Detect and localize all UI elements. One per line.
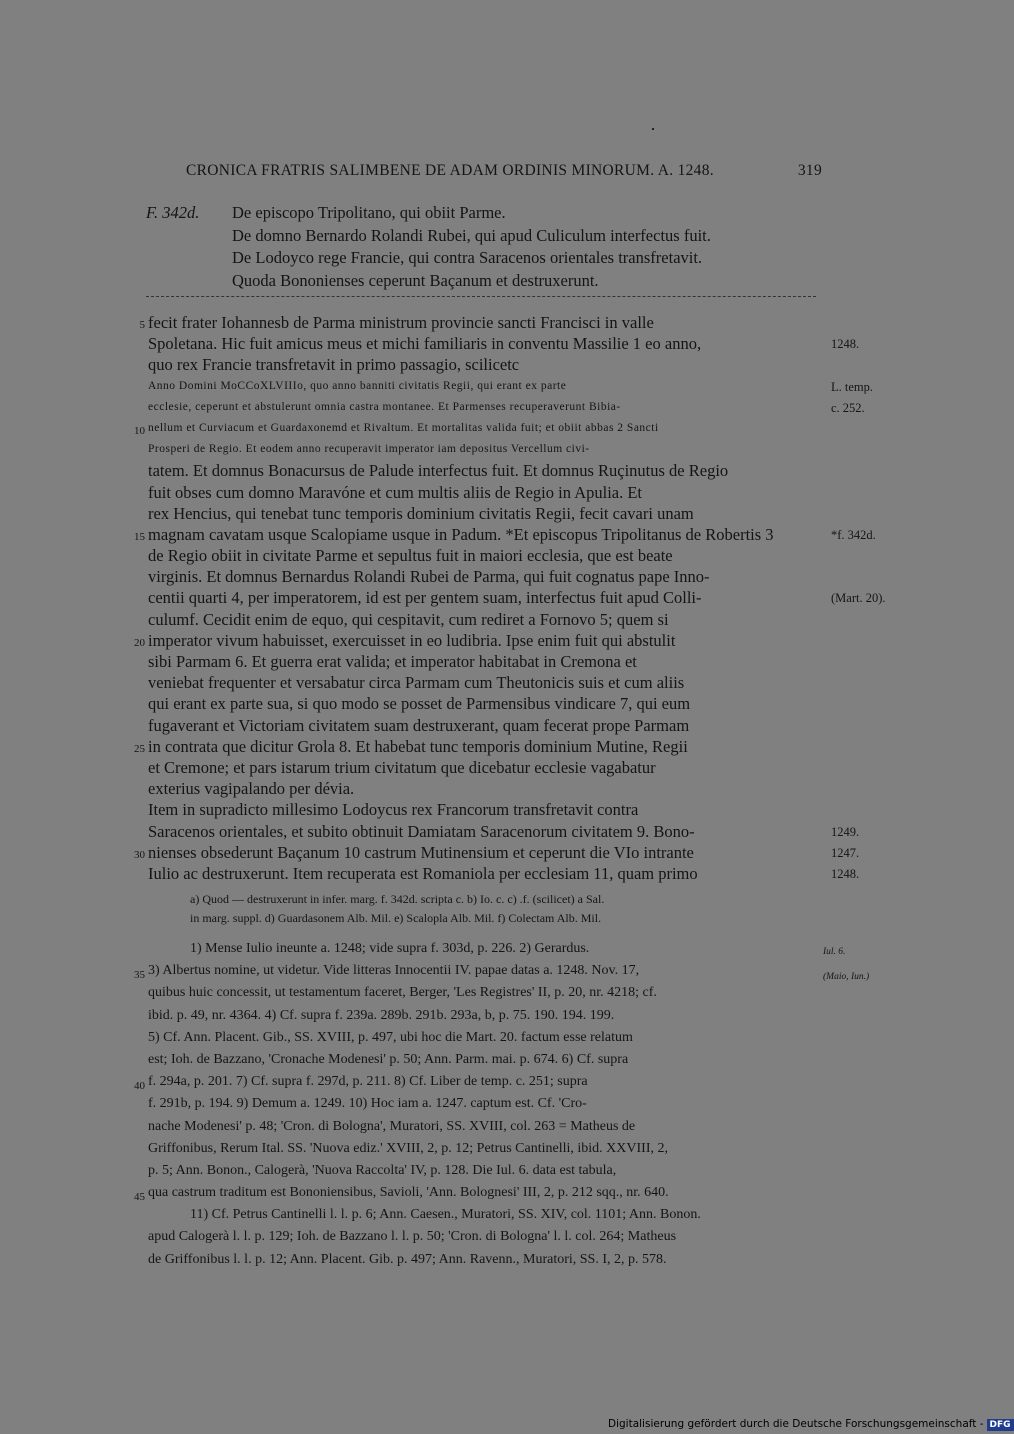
margin-note: 1247. (831, 845, 860, 860)
text-line: sibi Parmam 6. Et guerra erat valida; et imperator habitabat in Cremona et (148, 652, 637, 671)
folio-ref: F. 342d. (146, 203, 200, 222)
text-line: Item in supradicto millesimo Lodoycus rex Francorum transfretavit contra (148, 800, 639, 820)
text-line: qui erant ex parte sua, si quo modo se posset de Parmensibus vindicare 7, qui eum (148, 694, 691, 714)
text-line: Prosperi de Regio. Et eodem anno recuperavit imperator iam depositus Vercellum civi- (148, 443, 590, 456)
text-line: in contrata que dicitur Grola 8. Et habebat tunc temporis dominium Mutine, Regii (148, 736, 688, 756)
text-line: fuit obses cum domno Maravóne et cum multis aliis de Regio in Apulia. Et (148, 482, 643, 502)
line-number: 40 (134, 1080, 145, 1093)
text-line: magnam cavatam usque Scalopiame usque in Padum. *Et episcopus Tripolitanus de Robertis 3 (148, 524, 774, 544)
text-line: quo rex Francie transfretavit in primo passagio, scilicetc (148, 355, 520, 375)
footnote-line: ibid. p. 49, nr. 4364. 4) Cf. supra f. 239a. 289b. 291b. 293a, b, p. 75. 190. 194. 199. (148, 1007, 615, 1023)
footnote-line: 3) Albertus nomine, ut videtur. Vide litteras Innocentii IV. papae datas a. 1248. Nov. 17, (148, 963, 640, 979)
page-number: 319 (797, 162, 822, 179)
header-title: CRONICA FRATRIS SALIMBENE DE ADAM ORDINIS MINORUM. A. 1248. (186, 162, 714, 179)
footnotes (134, 938, 816, 1271)
summary-line: De episcopo Tripolitano, qui obiit Parme. (232, 203, 506, 222)
text-line: centii quarti 4, per imperatorem, id est per gentem suam, interfectus fuit apud Colli- (148, 588, 702, 608)
footnote-line: 1) Mense Iulio ineunte a. 1248; vide supra f. 303d, p. 226. 2) Gerardus. (190, 941, 590, 956)
line-number: 5 (139, 319, 145, 331)
footnote-line: 5) Cf. Ann. Placent. Gib., SS. XVIII, p. 497, ubi hoc die Mart. 20. factum esse relatum (148, 1029, 633, 1045)
margin-note: 1248. (831, 866, 860, 881)
footnote-line: quibus huic concessit, ut testamentum faceret, Berger, 'Les Registres' II, p. 20, nr. 4218; cf. (148, 985, 657, 1001)
dfg-logo: DFG (987, 1419, 1014, 1431)
text-line: virginis. Et domnus Bernardus Rolandi Rubei de Parma, qui fuit cognatus pape Inno- (148, 567, 710, 587)
text-line: culumf. Cecidit enim de equo, qui cespitavit, cum rediret a Fornovo 5; quem si (148, 609, 669, 629)
speck (652, 128, 654, 130)
footnote-line: qua castrum traditum est Bononiensibus, Savioli, 'Ann. Bolognesi' III, 2, p. 212 sqq., nr. 640. (148, 1185, 669, 1201)
text-line: ecclesie, ceperunt et abstulerunt omnia castra montanee. Et Parmenses recuperaverunt Bibia- (148, 400, 621, 413)
line-number: 35 (134, 969, 145, 982)
text-line: nellum et Curviacum et Guardaxonemd et Rivaltum. Et mortalitas valida fuit; et obiit abbas 2 Sancti (148, 421, 659, 434)
text-line: fecit frater Iohannesb de Parma ministrum provincie sancti Francisci in valle (148, 313, 654, 332)
footnote-line: Griffonibus, Rerum Ital. SS. 'Nuova ediz.' XVIII, 2, p. 12; Petrus Cantinelli, ibid. XXVIII, 2, (148, 1140, 668, 1156)
apparatus-line: in marg. suppl. d) Guardasonem Alb. Mil. e) Scalopla Alb. Mil. f) Colectam Alb. Mil. (190, 911, 602, 925)
apparatus-line: a) Quod — destruxerunt in infer. marg. f. 342d. scripta c. b) Io. c. c) .f. (scilicet) a Sal. (190, 892, 605, 906)
text-line: imperator vivum habuisset, exercuisset in eo ludibria. Ipse enim fuit qui abstulit (148, 630, 676, 650)
text-line: nienses obsederunt Baçanum 10 castrum Mutinensium et ceperunt die VIo intrante (148, 842, 694, 862)
margin-note: *f. 342d. (831, 527, 876, 542)
footnote-line: p. 5; Ann. Bonon., Calogerà, 'Nuova Raccolta' IV, p. 128. Die Iul. 6. data est tabula, (148, 1162, 617, 1178)
line-number: 45 (134, 1191, 145, 1204)
text-line: et Cremone; et pars istarum trium civitatum que dicebatur ecclesie vagabatur (148, 757, 656, 777)
text-line: de Regio obiit in civitate Parme et sepultus fuit in maiori ecclesia, que est beate (148, 546, 673, 566)
text-line: rex Hencius, qui tenebat tunc temporis dominium civitatis Regii, fecit cavari unam (148, 503, 694, 523)
margin-note: (Maio, Iun.) (823, 972, 870, 983)
line-number: 20 (134, 636, 145, 649)
text-line: fugaverant et Victoriam civitatem suam destruxerant, quam fecerat prope Parmam (148, 715, 690, 735)
text-line: exterius vagipalando per dévia. (148, 779, 355, 799)
margin-note: (Mart. 20). (831, 591, 886, 606)
text-line: Iulio ac destruxerunt. Item recuperata est Romaniola per ecclesiam 11, quam primo (148, 863, 698, 883)
footnote-line: de Griffonibus l. l. p. 12; Ann. Placent. Gib. p. 497; Ann. Ravenn., Muratori, SS. I, 2, p. 578. (148, 1251, 667, 1267)
footnote-line: nache Modenesi' p. 48; 'Cron. di Bologna', Muratori, SS. XVIII, col. 263 = Matheus de (148, 1118, 636, 1134)
summary-line: De domno Bernardo Rolandi Rubei, qui apud Culiculum interfectus fuit. (232, 225, 711, 245)
line-number: 30 (134, 848, 145, 861)
text-line: veniebat frequenter et versabatur circa Parmam cum Theutonicis suis et cum aliis (148, 673, 685, 693)
footnote-line: 11) Cf. Petrus Cantinelli l. l. p. 6; Ann. Caesen., Muratori, SS. XIV, col. 1101; Ann. Bonon. (190, 1207, 701, 1223)
critical-apparatus (148, 890, 816, 928)
line-number: 15 (134, 530, 145, 543)
footnote-line: est; Ioh. de Bazzano, 'Cronache Modenesi' p. 50; Ann. Parm. mai. p. 674. 6) Cf. supra (148, 1051, 629, 1067)
running-header (186, 162, 822, 180)
text-line: Anno Domini MoCCoXLVIIIo, quo anno banniti civitatis Regii, qui erant ex parte (148, 379, 567, 392)
summary-line: De Lodoyco rege Francie, qui contra Saracenos orientales transfretavit. (232, 248, 703, 267)
margin-note: Iul. 6. (823, 947, 846, 957)
text-line: Saracenos orientales, et subito obtinuit Damiatam Saracenorum civitatem 9. Bono- (148, 821, 695, 841)
footnote-line: apud Calogerà l. l. p. 129; Ioh. de Bazzano l. l. p. 50; 'Cron. di Bologna' l. l. col. 264; Matheus (148, 1229, 677, 1245)
margin-note: L. temp. (831, 379, 874, 394)
footnote-line: f. 291b, p. 194. 9) Demum a. 1249. 10) Hoc iam a. 1247. captum est. Cf. 'Cro- (148, 1096, 587, 1112)
margin-note: c. 252. (831, 400, 865, 415)
line-number: 10 (134, 424, 145, 437)
line-number: 25 (134, 742, 145, 755)
margin-note: 1249. (831, 824, 860, 839)
summary-line: Quoda Bononienses ceperunt Baçanum et destruxerunt. (232, 270, 599, 290)
footer (608, 1418, 1014, 1431)
footer-text: Digitalisierung gefördert durch die Deutsche Forschungsgemeinschaft - (608, 1418, 984, 1430)
divider (146, 296, 816, 297)
text-line: tatem. Et domnus Bonacursus de Palude interfectus fuit. Et domnus Ruçinutus de Regio (148, 461, 729, 481)
chapter-summary (146, 202, 711, 292)
footnote-line: f. 294a, p. 201. 7) Cf. supra f. 297d, p. 211. 8) Cf. Liber de temp. c. 251; supra (148, 1074, 588, 1090)
margin-note: 1248. (831, 337, 860, 352)
text-line: Spoletana. Hic fuit amicus meus et michi familiaris in conventu Massilie 1 eo anno, (148, 334, 702, 354)
